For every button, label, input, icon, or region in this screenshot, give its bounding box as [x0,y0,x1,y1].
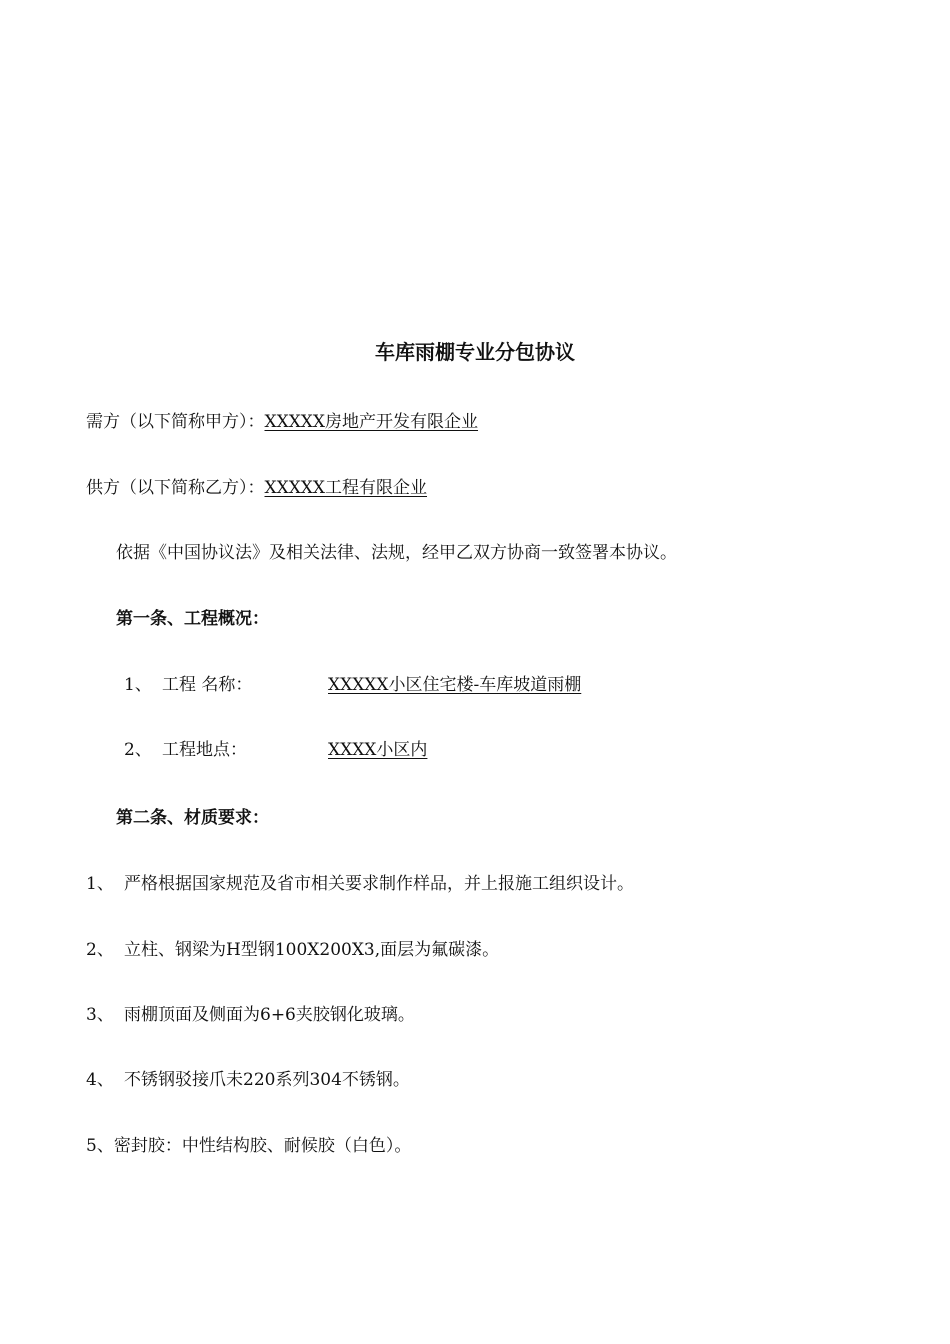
article1-heading: 第一条、工程概况： [116,609,269,629]
article2-heading: 第二条、材质要求： [116,808,269,828]
article2-item [86,1003,415,1027]
item-text: 严格根据国家规范及省市相关要求制作样品，并上报施工组织设计。 [124,874,634,894]
item-number: 2、 [86,940,114,960]
party-b-value: XXXXX工程有限企业 [264,478,428,498]
article1-item [124,673,581,697]
item-number: 3、 [86,1005,114,1025]
party-a-value: XXXXX房地产开发有限企业 [264,412,479,432]
item-value: XXXXX小区住宅楼-车库坡道雨棚 [328,675,582,695]
item-text: 雨棚顶面及侧面为6+6夹胶钢化玻璃。 [124,1005,415,1025]
item-number: 4、 [86,1070,114,1090]
item-label: 工程地点： [162,740,247,760]
item-number: 2、 [124,740,152,760]
item-text: 立柱、钢梁为H型钢100X200X3,面层为氟碳漆。 [124,940,500,960]
party-b-line [86,476,427,500]
item-label: 工程 名称： [162,675,253,695]
article2-item [86,1134,411,1158]
document-title: 车库雨棚专业分包协议 [375,340,575,364]
item-number: 1、 [86,874,114,894]
item-text: 密封胶：中性结构胶、耐候胶（白色）。 [113,1136,412,1156]
preamble: 依据《中国协议法》及相关法律、法规，经甲乙双方协商一致签署本协议。 [116,543,677,563]
party-a-label: 需方（以下简称甲方）： [86,412,265,432]
item-number: 5、 [86,1136,114,1156]
item-value: XXXX小区内 [328,740,428,760]
item-number: 1、 [124,675,152,695]
party-b-label: 供方（以下简称乙方）： [86,478,265,498]
party-a-line [86,410,478,434]
article2-item [86,1068,410,1092]
article2-item [86,938,499,962]
article1-item [124,738,427,762]
article2-item [86,872,634,896]
item-text: 不锈钢驳接爪未220系列304不锈钢。 [124,1070,410,1090]
